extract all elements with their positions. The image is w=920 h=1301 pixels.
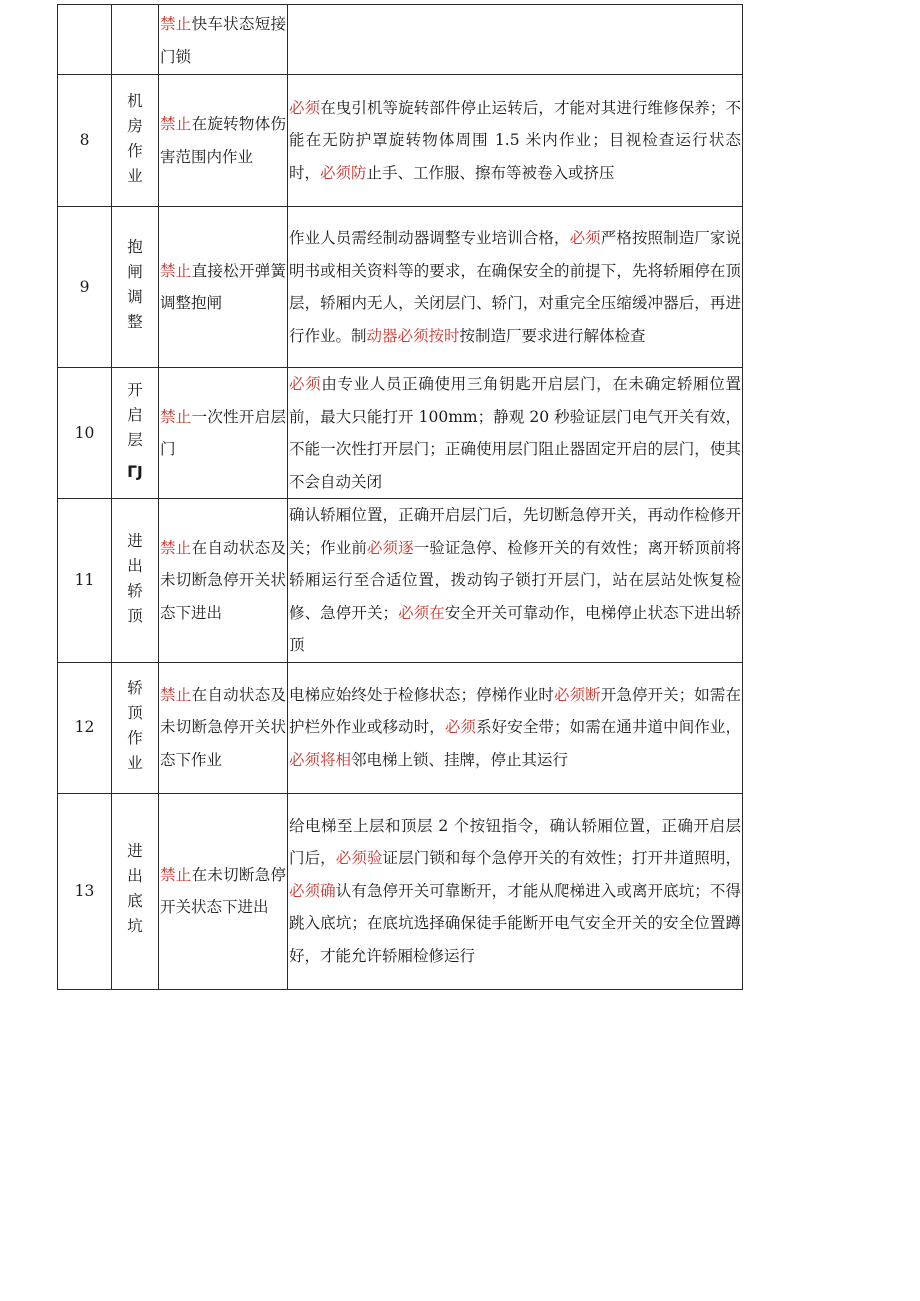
emphasis-text: 禁止: [160, 685, 192, 704]
task-name: 进出底坑: [112, 793, 159, 989]
body-text: 开急停开关；如需在护栏外作业或移动时，: [289, 685, 741, 737]
body-text: 证层门锁和每个急停开关的有效性；打开井道照明，: [382, 849, 741, 868]
table-row: [58, 207, 743, 368]
body-text: 在旋转物体伤害范围内作业: [160, 115, 286, 166]
forbidden-action: [159, 662, 288, 793]
emphasis-text: 禁止: [160, 115, 192, 133]
body-text: 确认轿厢位置，正确开启层门后，先切断急停开关，再动作检修开关；作业前: [289, 506, 741, 557]
emphasis-text: 动器必须按时: [366, 326, 460, 345]
row-number: 10: [58, 368, 112, 499]
forbidden-action: [159, 207, 288, 368]
body-text: 在自动状态及未切断急停开关状态下进出: [160, 538, 286, 622]
body-text: 快车状态短接门锁: [160, 15, 286, 66]
emphasis-text: 必须逐: [366, 538, 414, 557]
forbidden-action: [159, 75, 288, 207]
body-text: 电梯应始终处于检修状态；停梯作业时: [289, 685, 554, 704]
row-number: [58, 5, 112, 75]
emphasis-text: 必须验: [335, 849, 383, 868]
task-name: [112, 5, 159, 75]
forbidden-action: [159, 499, 288, 663]
emphasis-text: 禁止: [160, 538, 192, 557]
task-name: 抱闸调整: [112, 207, 159, 368]
required-action: [288, 207, 743, 368]
emphasis-text: 禁止: [160, 865, 192, 884]
required-action: [288, 75, 743, 207]
required-action: [288, 662, 743, 793]
task-name: 轿顶作业: [112, 662, 159, 793]
body-text: 由专业人员正确使用三角钥匙开启层门，在未确定轿厢位置前，最大只能打开 100mm；静观 20 秒验证层门电气开关有效，不能一次性打开层门；正确使用层门阻止器固定开启的层门，使其不会自动关闭: [289, 375, 741, 491]
body-text: 一验证急停、检修开关的有效性；离开轿顶前将轿厢运行至合适位置，拨动钩子锁打开层门，站在层站处恢复检修、急停开关；: [289, 538, 741, 622]
body-text: 系好安全带；如需在通井道中间作业，: [476, 718, 741, 737]
emphasis-text: 必须: [444, 718, 477, 737]
row-number: 9: [58, 207, 112, 368]
task-name: 机房作业: [112, 75, 159, 207]
body-text: 给电梯至上层和顶层 2 个按钮指令，确认轿厢位置，正确开启层门后，: [289, 816, 741, 868]
table-row: [58, 662, 743, 793]
emphasis-text: 禁止: [160, 407, 192, 426]
emphasis-text: 必须: [289, 375, 322, 393]
emphasis-text: 必须防: [320, 163, 367, 182]
table-row: [58, 368, 743, 499]
emphasis-text: 禁止: [160, 261, 192, 280]
forbidden-action: [159, 368, 288, 499]
row-number: 11: [58, 499, 112, 663]
row-number: 12: [58, 662, 112, 793]
required-action: [288, 793, 743, 989]
body-text: 安全开关可靠动作，电梯停止状态下进出轿顶: [289, 603, 741, 654]
emphasis-text: 必须断: [554, 685, 601, 704]
table-row: [58, 75, 743, 207]
task-name: 开启层 ΓJ: [112, 368, 159, 499]
body-text: 在曳引机等旋转部件停止运转后，才能对其进行维修保养；不能在无防护罩旋转物体周围 1.5 米内作业；目视检查运行状态时，: [289, 98, 741, 182]
emphasis-text: 必须: [569, 229, 601, 247]
body-text: 严格按照制造厂家说明书或相关资料等的要求，在确保安全的前提下，先将轿厢停在顶层，轿厢内无人，关闭层门、轿门，对重完全压缩缓冲器后，再进行作业。制: [289, 229, 741, 345]
required-action: [288, 368, 743, 499]
emphasis-text: 必须将相: [289, 750, 352, 769]
table-row: [58, 793, 743, 989]
emphasis-text: 必须确: [289, 881, 336, 900]
required-action: [288, 499, 743, 663]
table-body: [58, 5, 743, 990]
forbidden-action: [159, 793, 288, 989]
forbidden-action: [159, 5, 288, 75]
row-number: 8: [58, 75, 112, 207]
body-text: 作业人员需经制动器调整专业培训合格，: [289, 229, 570, 247]
table-row: [58, 499, 743, 663]
body-text: 止手、工作服、擦布等被卷入或挤压: [366, 163, 615, 182]
safety-rules-table: [57, 4, 743, 990]
table-row: [58, 5, 743, 75]
body-text: 认有急停开关可靠断开，才能从爬梯进入或离开底坑；不得跳入底坑；在底坑选择确保徒手能断开电气安全开关的安全位置蹲好，才能允许轿厢检修运行: [289, 881, 741, 965]
body-text: 一次性开启层门: [160, 407, 286, 458]
emphasis-text: 必须在: [398, 603, 445, 622]
body-text: 邻电梯上锁、挂牌，停止其运行: [351, 750, 569, 769]
body-text: 按制造厂要求进行解体检查: [459, 326, 646, 345]
row-number: 13: [58, 793, 112, 989]
body-text: 在未切断急停开关状态下进出: [160, 865, 286, 916]
garbled-glyph: ΓJ: [127, 463, 143, 481]
body-text: 直接松开弹簧调整抱闸: [160, 261, 286, 312]
emphasis-text: 必须: [289, 98, 321, 117]
emphasis-text: 禁止: [160, 15, 192, 33]
task-name: 进出轿顶: [112, 499, 159, 663]
body-text: 在自动状态及未切断急停开关状态下作业: [160, 685, 286, 769]
required-action: [288, 5, 743, 75]
